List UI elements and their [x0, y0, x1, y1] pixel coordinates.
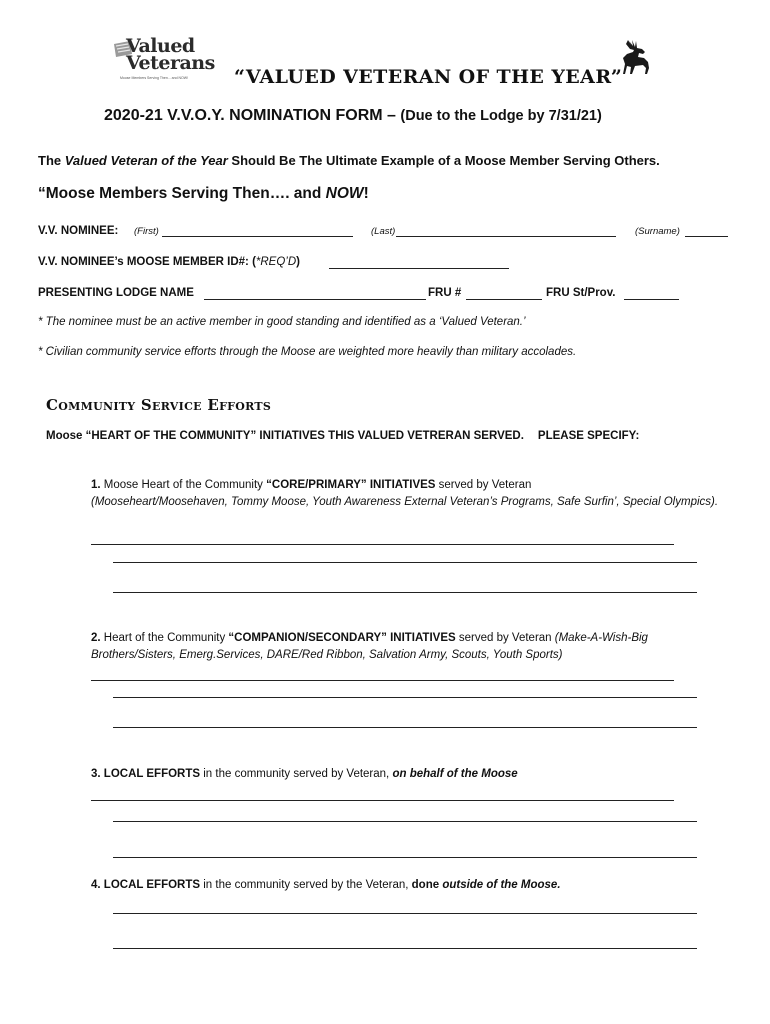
intro-the: The	[38, 153, 65, 168]
q3-answer-line-3[interactable]	[113, 857, 697, 858]
q2-number: 2.	[91, 632, 101, 644]
member-id-label	[38, 256, 300, 268]
intro-rest: Should Be The Ultimate Example of a Moose Member Serving Others.	[227, 153, 660, 168]
note-civilian-service: * Civilian community service efforts through the Moose are weighted more heavily than military accolades.	[38, 346, 577, 358]
page-title: “VALUED VETERAN OF THE YEAR”	[234, 66, 623, 88]
q3-bold: LOCAL EFFORTS	[100, 768, 201, 780]
please-specify: PLEASE SPECIFY:	[537, 430, 640, 442]
fru-field[interactable]	[466, 299, 542, 300]
last-name-label: (Last)	[371, 226, 396, 237]
motto-now: NOW	[325, 185, 364, 202]
q4-number: 4.	[91, 879, 101, 891]
fru-st-prov-field[interactable]	[624, 299, 679, 300]
last-name-field[interactable]	[396, 236, 616, 237]
member-id-field[interactable]	[329, 268, 509, 269]
q4-bold: LOCAL EFFORTS	[100, 879, 201, 891]
q2-answer-line-3[interactable]	[113, 727, 697, 728]
q2-examples: (Make-A-Wish-Big Brothers/Sisters, Emerg.Services, DARE/Red Ribbon, Salvation Army, Scouts, Youth Sports)	[91, 632, 648, 661]
member-id-text: V.V. NOMINEE’s MOOSE MEMBER ID#: (	[38, 256, 256, 268]
q1-examples: (Mooseheart/Moosehaven, Tommy Moose, Youth Awareness External Veteran’s Programs, Safe Surfin’, Special Olympics).	[91, 496, 719, 508]
q1-text: Moose Heart of the Community	[100, 479, 267, 491]
q1-answer-line-1[interactable]	[91, 544, 674, 545]
moose-icon	[618, 38, 654, 76]
member-id-required: *REQ’D	[255, 256, 297, 268]
due-date: (Due to the Lodge by 7/31/21)	[400, 108, 602, 124]
form-title-text: 2020-21 V.V.O.Y. NOMINATION FORM –	[104, 107, 401, 124]
motto-end: !	[363, 185, 369, 202]
motto	[38, 185, 369, 203]
section-subtitle-text: Moose “HEART OF THE COMMUNITY” INITIATIVES THIS VALUED VETRERAN SERVED.	[46, 430, 524, 442]
first-name-field[interactable]	[162, 236, 353, 237]
fru-label: FRU #	[428, 287, 462, 299]
q2-text2: served by Veteran	[455, 632, 555, 644]
section-subtitle	[46, 430, 639, 442]
lodge-name-label: PRESENTING LODGE NAME	[38, 287, 194, 299]
q1-answer-line-2[interactable]	[113, 562, 697, 563]
logo-line1: Valued	[126, 35, 195, 57]
first-name-label: (First)	[134, 226, 159, 237]
q2-answer-line-2[interactable]	[113, 697, 697, 698]
q1-answer-line-3[interactable]	[113, 592, 697, 593]
logo-tagline: Moose Members Serving Then... and NOW!	[120, 76, 189, 80]
q2-text: Heart of the Community	[100, 632, 229, 644]
q3-text: in the community served by Veteran,	[200, 768, 393, 780]
q4-answer-line-1[interactable]	[113, 913, 697, 914]
question-2	[91, 630, 731, 664]
member-id-close: )	[296, 256, 301, 268]
form-title	[104, 107, 602, 125]
q4-answer-line-2[interactable]	[113, 948, 697, 949]
logo-line2: Veterans	[126, 52, 215, 74]
q1-bold: “CORE/PRIMARY” INITIATIVES	[266, 479, 436, 491]
q4-bold-italic: outside of the Moose.	[442, 879, 561, 891]
nominee-label: V.V. NOMINEE:	[38, 225, 119, 237]
q3-answer-line-2[interactable]	[113, 821, 697, 822]
intro-statement	[38, 153, 660, 168]
q2-answer-line-1[interactable]	[91, 680, 674, 681]
section-title: Community Service Efforts	[46, 396, 272, 414]
surname-label: (Surname)	[635, 226, 680, 237]
q3-answer-line-1[interactable]	[91, 800, 674, 801]
q2-bold: “COMPANION/SECONDARY” INITIATIVES	[228, 632, 456, 644]
intro-valued-veteran: Valued Veteran of the Year	[64, 153, 228, 168]
q1-number: 1.	[91, 479, 101, 491]
question-1	[91, 477, 731, 511]
q3-bold-italic: on behalf of the Moose	[392, 768, 518, 780]
question-4	[91, 877, 731, 894]
q4-bold2: done	[411, 879, 443, 891]
q3-number: 3.	[91, 768, 101, 780]
q4-text: in the community served by the Veteran,	[200, 879, 412, 891]
valued-veterans-logo	[112, 35, 215, 84]
fru-st-prov-label: FRU St/Prov.	[546, 287, 616, 299]
motto-start: “Moose Members Serving Then…. and	[38, 185, 326, 202]
note-active-member: * The nominee must be an active member in good standing and identified as a ‘Valued Veteran.’	[38, 316, 526, 328]
q1-text2: served by Veteran	[435, 479, 532, 491]
lodge-name-field[interactable]	[204, 299, 426, 300]
surname-field[interactable]	[685, 236, 728, 237]
question-3	[91, 766, 731, 783]
